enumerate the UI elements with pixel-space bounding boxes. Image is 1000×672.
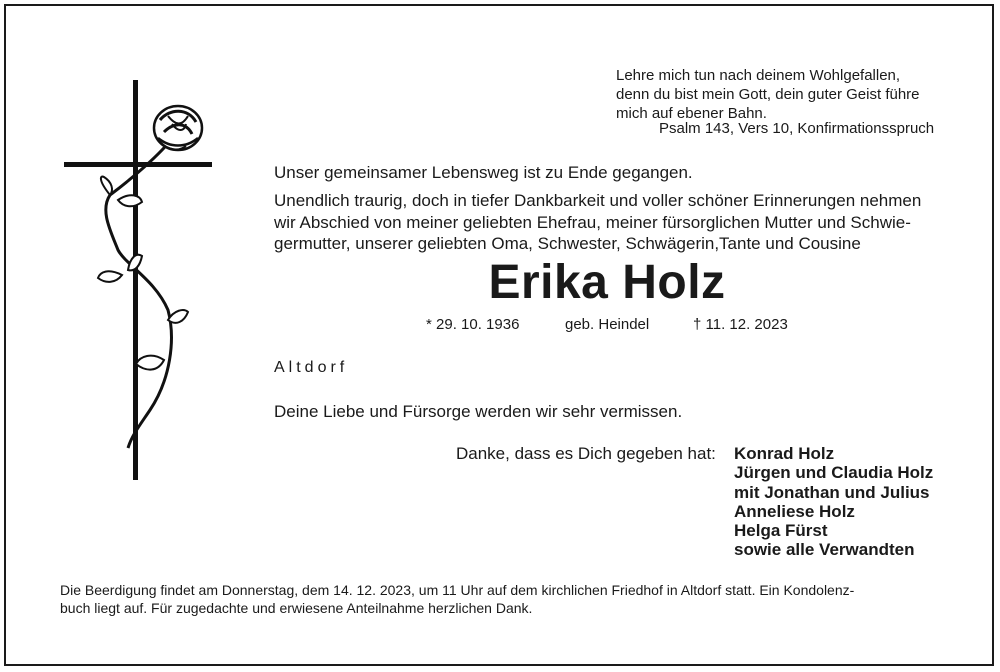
verse-reference: Psalm 143, Vers 10, Konfirmationsspruch xyxy=(659,120,935,137)
intro-line: Unser gemeinsamer Lebensweg ist zu Ende gegangen. xyxy=(274,163,693,182)
mourner: sowie alle Verwandten xyxy=(734,540,915,560)
mourner: Helga Fürst xyxy=(734,521,828,541)
funeral-line: Die Beerdigung findet am Donnerstag, dem 14. 12. 2023, um 11 Uhr auf dem kirchlichen Friedhof in Altdorf statt. Ein Kondolenz- xyxy=(60,582,855,598)
maiden-name: geb. Heindel xyxy=(565,316,650,333)
announcement-line: Unendlich traurig, doch in tiefer Dankbarkeit und voller schöner Erinnerungen nehmen xyxy=(274,191,922,210)
verse-line: denn du bist mein Gott, dein guter Geist führe xyxy=(616,86,920,103)
announcement-text xyxy=(274,190,921,255)
verse xyxy=(616,66,920,123)
funeral-line: buch liegt auf. Für zugedachte und erwiesene Anteilnahme herzlichen Dank. xyxy=(60,600,533,616)
mourner: Anneliese Holz xyxy=(734,501,855,521)
verse-line: Lehre mich tun nach deinem Wohlgefallen, xyxy=(616,67,901,84)
mourners-list xyxy=(734,444,933,560)
mourner: mit Jonathan und Julius xyxy=(734,482,930,502)
deceased-name: Erika Holz xyxy=(488,256,726,309)
miss-line: Deine Liebe und Fürsorge werden wir sehr vermissen. xyxy=(274,402,683,421)
announcement-line: germutter, unserer geliebten Oma, Schwester, Schwägerin,Tante und Cousine xyxy=(274,234,861,253)
thanks-line: Danke, dass es Dich gegeben hat: xyxy=(456,444,716,463)
mourner: Konrad Holz xyxy=(734,444,835,463)
place: Altdorf xyxy=(274,359,349,376)
announcement-line: wir Abschied von meiner geliebten Ehefrau, meiner fürsorglichen Mutter und Schwie- xyxy=(274,212,911,232)
birth-date: * 29. 10. 1936 xyxy=(426,316,520,333)
mourner: Jürgen und Claudia Holz xyxy=(734,463,934,483)
funeral-info xyxy=(60,581,854,617)
death-date: † 11. 12. 2023 xyxy=(693,316,788,333)
verse-line: mich auf ebener Bahn. xyxy=(616,105,767,122)
